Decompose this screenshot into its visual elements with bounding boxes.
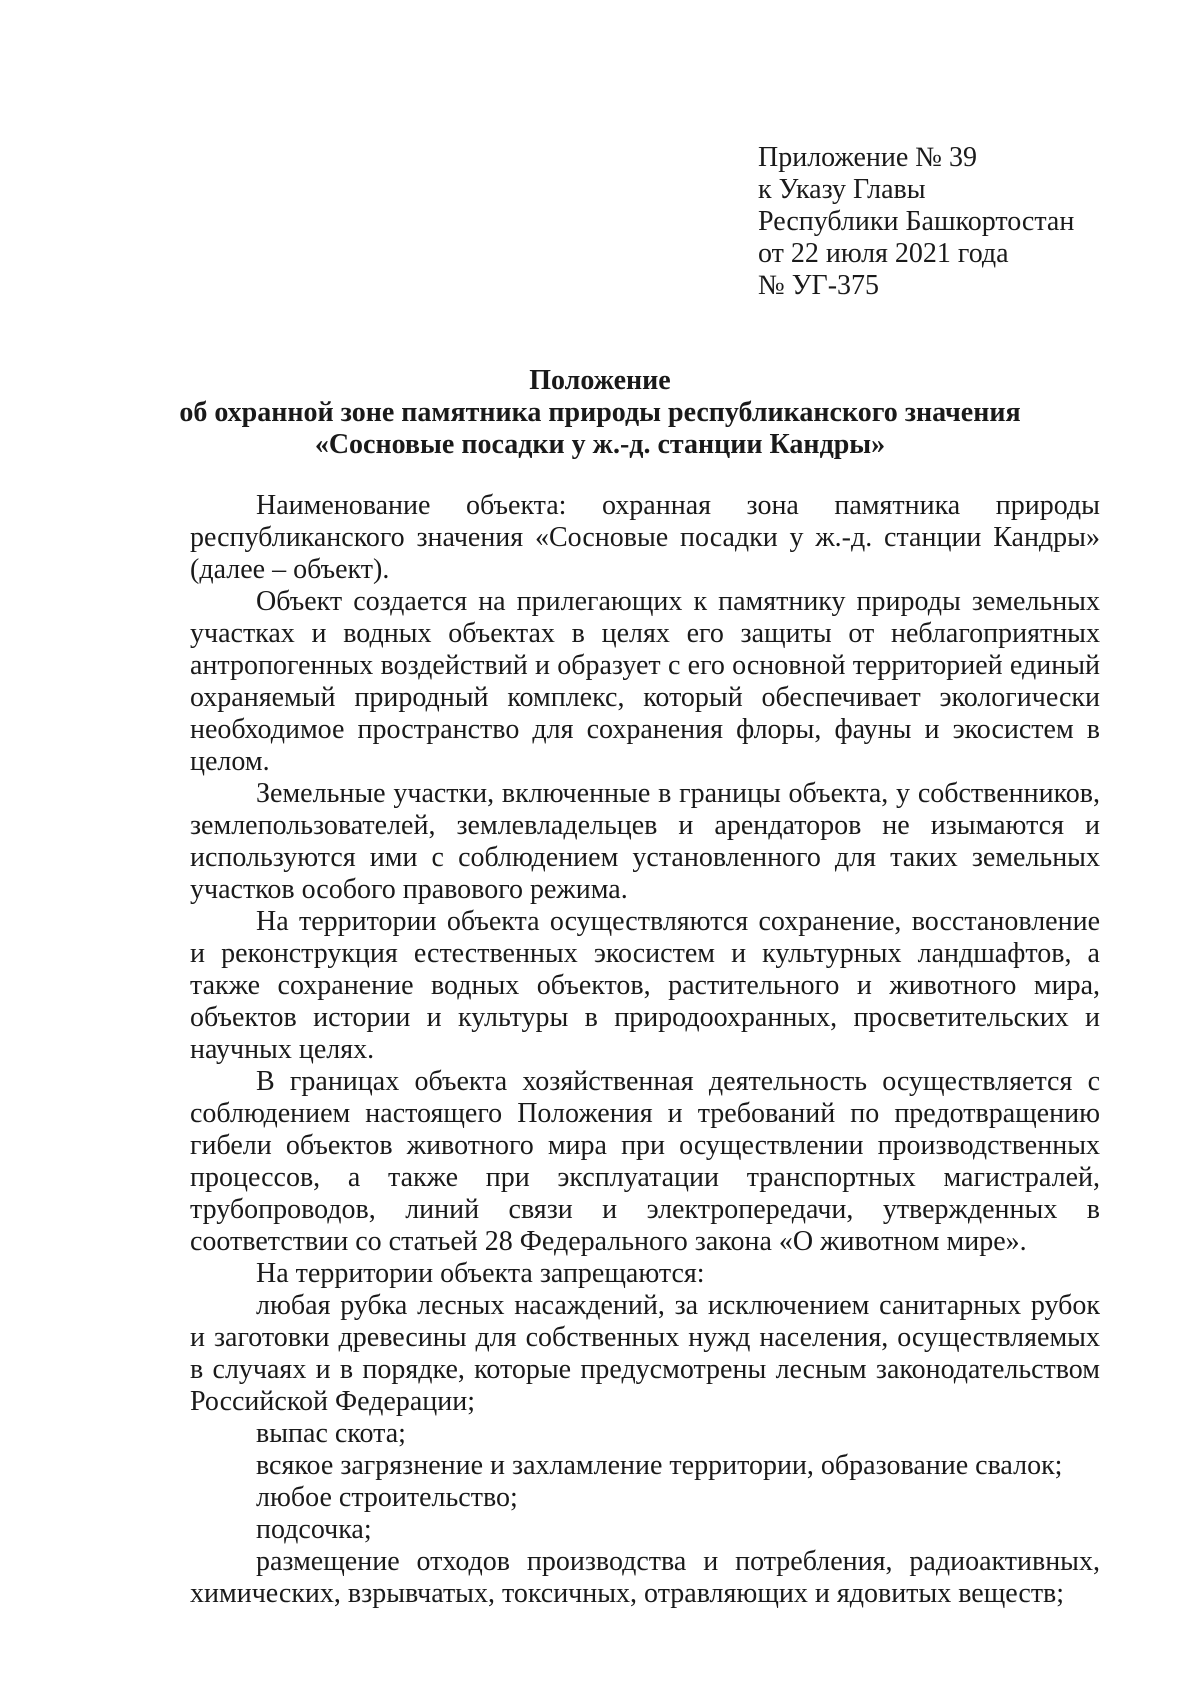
- appendix-decree-number: № УГ-375: [758, 270, 880, 301]
- appendix-decree-line: к Указу Главы: [758, 174, 926, 205]
- paragraph-prohibitions-heading: На территории объекта запрещаются:: [256, 1258, 705, 1289]
- prohibition-item-construction: любое строительство;: [256, 1482, 518, 1513]
- prohibition-item-waste: размещение отходов производства и потребления, радиоактивных, химических, взрывчатых, токсичных, отравляющих и ядовитых веществ;: [190, 1546, 1100, 1609]
- title-line-1: Положение: [529, 365, 671, 396]
- document-title: [150, 365, 1050, 461]
- paragraph-conservation: На территории объекта осуществляются сохранение, восстановление и реконструкция естественных экосистем и культурных ландшафтов, а также сохранение водных объектов, растительного и животного мира, объектов истории и культуры в природоохранных, просветительских и научных целях.: [190, 906, 1100, 1065]
- document-body: [190, 490, 1100, 1610]
- title-line-3: «Сосновые посадки у ж.-д. станции Кандры»: [314, 429, 886, 460]
- paragraph-land-plots: Земельные участки, включенные в границы объекта, у собственников, землепользователей, землевладельцев и арендаторов не изымаются и используются ими с соблюдением установленного для таких земельных участков особого правового режима.: [190, 778, 1100, 905]
- appendix-reference: [758, 142, 1074, 302]
- paragraph-object-purpose: Объект создается на прилегающих к памятнику природы земельных участках и водных объектах в целях его защиты от неблагоприятных антропогенных воздействий и образует с его основной территорией единый охраняемый природный комплекс, который обеспечивает экологически необходимое пространство для сохранения флоры, фауны и экосистем в целом.: [190, 586, 1100, 777]
- prohibition-item-logging: любая рубка лесных насаждений, за исключением санитарных рубок и заготовки древесины для собственных нужд населения, осуществляемых в случаях и в порядке, которые предусмотрены лесным законодательством Российской Федерации;: [190, 1290, 1100, 1417]
- appendix-republic-line: Республики Башкортостан: [758, 206, 1075, 237]
- appendix-date-line: от 22 июля 2021 года: [758, 238, 1009, 269]
- appendix-number: Приложение № 39: [758, 142, 977, 173]
- prohibition-item-grazing: выпас скота;: [256, 1418, 406, 1449]
- paragraph-economic-activity: В границах объекта хозяйственная деятельность осуществляется с соблюдением настоящего Положения и требований по предотвращению гибели объектов животного мира при осуществлении производственных процессов, а также при эксплуатации транспортных магистралей, трубопроводов, линий связи и электропередачи, утвержденных в соответствии со статьей 28 Федерального закона «О животном мире».: [190, 1066, 1100, 1257]
- prohibition-item-tapping: подсочка;: [256, 1514, 372, 1545]
- title-line-2: об охранной зоне памятника природы республиканского значения: [179, 397, 1021, 428]
- prohibition-item-pollution: всякое загрязнение и захламление территории, образование свалок;: [256, 1450, 1063, 1481]
- paragraph-object-name: Наименование объекта: охранная зона памятника природы республиканского значения «Сосновые посадки у ж.-д. станции Кандры» (далее – объект).: [190, 490, 1100, 585]
